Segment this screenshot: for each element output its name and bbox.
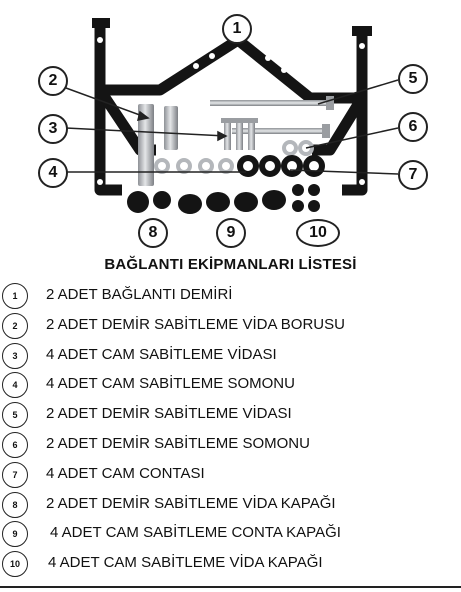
callout-8: 8 [138, 218, 168, 248]
list-item [0, 489, 461, 519]
item-number: 9 [2, 521, 28, 547]
callout-6: 6 [398, 112, 428, 142]
list-item [0, 459, 461, 489]
callout-1: 1 [222, 14, 252, 44]
callout-3: 3 [38, 114, 68, 144]
item-number: 5 [2, 402, 28, 428]
item-number: 4 [2, 372, 28, 398]
list-item [0, 429, 461, 459]
item-number: 3 [2, 343, 28, 369]
bottom-divider [0, 586, 461, 588]
callout-10: 10 [296, 219, 340, 247]
list-item [0, 518, 461, 548]
item-text: 2 ADET BAĞLANTI DEMİRİ [46, 286, 233, 303]
vida-borusu-2 [164, 106, 178, 150]
item-text: 4 ADET CAM SABİTLEME SOMONU [46, 375, 295, 393]
item-number: 7 [2, 462, 28, 488]
equipment-list [0, 280, 461, 578]
callout-9: 9 [216, 218, 246, 248]
callout-4: 4 [38, 158, 68, 188]
item-text: 4 ADET CAM SABİTLEME VİDASI [46, 345, 277, 363]
item-text: 2 ADET DEMİR SABİTLEME VİDA KAPAĞI [46, 494, 336, 512]
list-item [0, 280, 461, 310]
item-text: 2 ADET DEMİR SABİTLEME SOMONU [46, 434, 310, 452]
list-item [0, 340, 461, 370]
callout-7: 7 [398, 160, 428, 190]
item-number: 6 [2, 432, 28, 458]
item-number: 8 [2, 492, 28, 518]
item-text: 4 ADET CAM SABİTLEME CONTA KAPAĞI [50, 524, 341, 542]
list-title: BAĞLANTI EKİPMANLARI LİSTESİ [104, 256, 357, 273]
item-text: 2 ADET DEMİR SABİTLEME VİDA BORUSU [46, 315, 345, 333]
list-item [0, 399, 461, 429]
item-number: 10 [2, 551, 28, 577]
item-text: 2 ADET DEMİR SABİTLEME VİDASI [46, 405, 292, 423]
list-item [0, 548, 461, 578]
item-number: 1 [2, 283, 28, 309]
list-item [0, 369, 461, 399]
callout-5: 5 [398, 64, 428, 94]
hardware-photo [0, 0, 461, 252]
item-text: 4 ADET CAM CONTASI [46, 464, 205, 482]
list-item [0, 310, 461, 340]
item-text: 4 ADET CAM SABİTLEME VİDA KAPAĞI [48, 554, 323, 572]
item-number: 2 [2, 313, 28, 339]
callout-2: 2 [38, 66, 68, 96]
